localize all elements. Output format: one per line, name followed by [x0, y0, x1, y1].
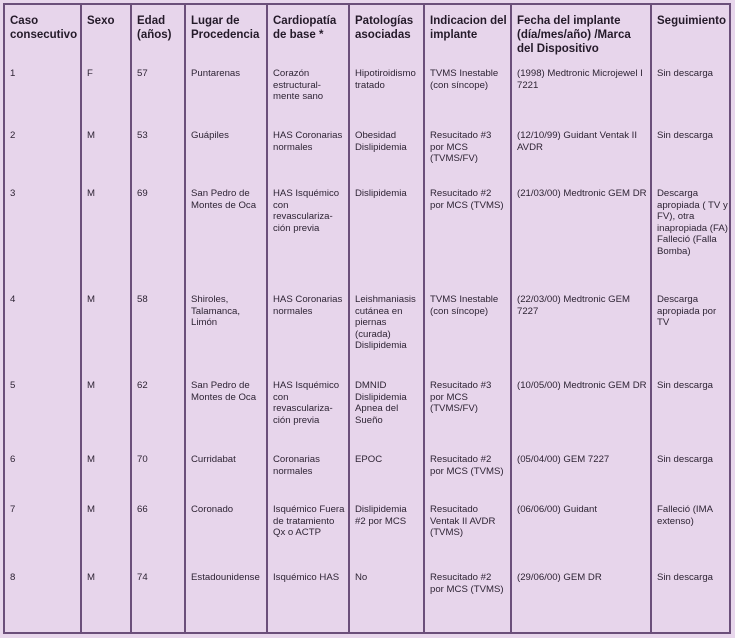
- cell-patologias: No: [349, 562, 424, 632]
- table-row: [5, 58, 733, 120]
- cell-patologias: Leishmaniasis cutánea en piernas (curada) Dislipidemia: [349, 284, 424, 370]
- cell-lugar: Coronado: [185, 494, 267, 562]
- cell-patologias: Dislipidemia #2 por MCS: [349, 494, 424, 562]
- cell-seguimiento: Sin descarga: [651, 370, 733, 444]
- table-row: [5, 562, 733, 632]
- cell-fecha: (05/04/00) GEM 7227: [511, 444, 651, 494]
- cell-lugar: San Pedro de Montes de Oca: [185, 178, 267, 284]
- header-edad: Edad (años): [131, 5, 185, 58]
- header-row: [5, 5, 733, 58]
- cell-lugar: San Pedro de Montes de Oca: [185, 370, 267, 444]
- header-fecha: Fecha del implante (día/mes/año) /Marca del Dispositivo: [511, 5, 651, 58]
- cell-sexo: M: [81, 494, 131, 562]
- cell-cardiopatia: HAS Isquémico con revasculariza-ción previa: [267, 178, 349, 284]
- cell-indicacion: Resucitado #2 por MCS (TVMS): [424, 562, 511, 632]
- cell-fecha: (29/06/00) GEM DR: [511, 562, 651, 632]
- cell-seguimiento: Falleció (IMA extenso): [651, 494, 733, 562]
- cell-sexo: M: [81, 444, 131, 494]
- cell-cardiopatia: HAS Isquémico con revasculariza-ción previa: [267, 370, 349, 444]
- cell-fecha: (22/03/00) Medtronic GEM 7227: [511, 284, 651, 370]
- cell-caso: 2: [10, 130, 16, 141]
- cell-seguimiento: Sin descarga: [651, 58, 733, 120]
- cell-indicacion: Resucitado #3 por MCS (TVMS/FV): [424, 120, 511, 178]
- cell-seguimiento: Descarga apropiada ( TV y FV), otra inapropiada (FA) Falleció (Falla Bomba): [651, 178, 733, 284]
- table-row: [5, 120, 733, 178]
- cell-patologias: EPOC: [349, 444, 424, 494]
- cell-seguimiento: Sin descarga: [651, 562, 733, 632]
- table-row: [5, 370, 733, 444]
- table-row: [5, 178, 733, 284]
- cell-caso: 8: [10, 572, 16, 583]
- cell-cardiopatia: Corazón estructural-mente sano: [267, 58, 349, 120]
- cell-caso: 6: [10, 454, 16, 465]
- cell-cardiopatia: HAS Coronarias normales: [267, 284, 349, 370]
- cell-edad: 57: [131, 58, 185, 120]
- cell-edad: 66: [131, 494, 185, 562]
- cell-indicacion: TVMS Inestable (con síncope): [424, 284, 511, 370]
- cell-lugar: Curridabat: [185, 444, 267, 494]
- cell-seguimiento: Sin descarga: [651, 444, 733, 494]
- cell-indicacion: Resucitado #2 por MCS (TVMS): [424, 178, 511, 284]
- cell-caso: 5: [10, 380, 16, 391]
- table-row: [5, 494, 733, 562]
- cell-patologias: Obesidad Dislipidemia: [349, 120, 424, 178]
- table-row: [5, 284, 733, 370]
- cell-edad: 69: [131, 178, 185, 284]
- cell-caso: 7: [10, 504, 16, 515]
- implant-cases-table: [5, 5, 733, 632]
- cell-seguimiento: Sin descarga: [651, 120, 733, 178]
- cell-sexo: M: [81, 178, 131, 284]
- cell-cardiopatia: HAS Coronarias normales: [267, 120, 349, 178]
- cell-seguimiento: Descarga apropiada por TV: [651, 284, 733, 370]
- cell-lugar: Shiroles, Talamanca, Limón: [185, 284, 267, 370]
- cell-edad: 70: [131, 444, 185, 494]
- cell-fecha: (21/03/00) Medtronic GEM DR: [511, 178, 651, 284]
- cell-edad: 62: [131, 370, 185, 444]
- cell-cardiopatia: Coronarias normales: [267, 444, 349, 494]
- cell-caso: 1: [10, 68, 16, 79]
- cell-patologias: Hipotiroidismo tratado: [349, 58, 424, 120]
- cell-sexo: M: [81, 284, 131, 370]
- cell-sexo: M: [81, 120, 131, 178]
- cell-fecha: (12/10/99) Guidant Ventak II AVDR: [511, 120, 651, 178]
- cell-cardiopatia: Isquémico HAS: [267, 562, 349, 632]
- cell-caso: 3: [10, 188, 16, 199]
- cell-indicacion: Resucitado Ventak II AVDR (TVMS): [424, 494, 511, 562]
- cell-sexo: M: [81, 370, 131, 444]
- cell-indicacion: Resucitado #2 por MCS (TVMS): [424, 444, 511, 494]
- table-row: [5, 444, 733, 494]
- header-lugar: Lugar de Procedencia: [185, 5, 267, 58]
- cell-patologias: DMNID Dislipidemia Apnea del Sueño: [349, 370, 424, 444]
- cell-indicacion: TVMS Inestable (con síncope): [424, 58, 511, 120]
- cell-patologias: Dislipidemia: [349, 178, 424, 284]
- header-seguimiento: Seguimiento: [651, 5, 733, 58]
- header-patologias: Patologías asociadas: [349, 5, 424, 58]
- cell-lugar: Estadounidense: [185, 562, 267, 632]
- cell-caso: 4: [10, 294, 16, 305]
- cell-edad: 74: [131, 562, 185, 632]
- cell-lugar: Guápiles: [185, 120, 267, 178]
- cell-fecha: (10/05/00) Medtronic GEM DR: [511, 370, 651, 444]
- table-frame: [3, 3, 731, 634]
- cell-indicacion: Resucitado #3 por MCS (TVMS/FV): [424, 370, 511, 444]
- cell-edad: 53: [131, 120, 185, 178]
- header-cardiopatia: Cardiopatía de base *: [267, 5, 349, 58]
- cell-lugar: Puntarenas: [185, 58, 267, 120]
- cell-fecha: (1998) Medtronic Microjewel I 7221: [511, 58, 651, 120]
- cell-cardiopatia: Isquémico Fuera de tratamiento Qx o ACTP: [267, 494, 349, 562]
- header-caso: Caso consecutivo: [10, 15, 78, 41]
- cell-fecha: (06/06/00) Guidant: [511, 494, 651, 562]
- header-sexo: Sexo: [81, 5, 131, 58]
- cell-sexo: M: [81, 562, 131, 632]
- cell-sexo: F: [81, 58, 131, 120]
- cell-edad: 58: [131, 284, 185, 370]
- header-indicacion: Indicacion del implante: [424, 5, 511, 58]
